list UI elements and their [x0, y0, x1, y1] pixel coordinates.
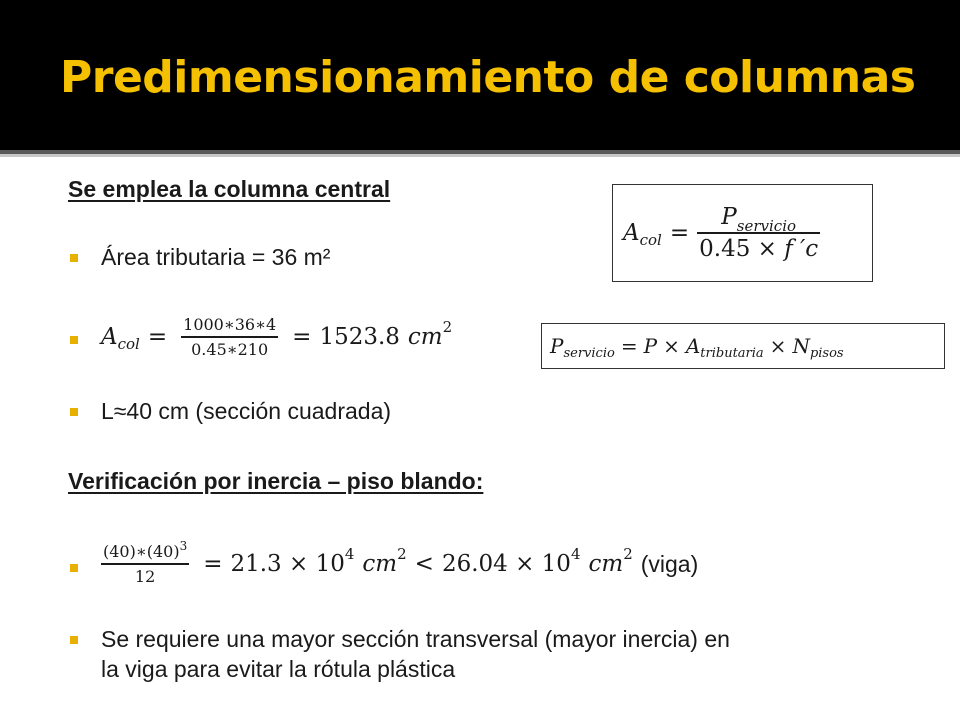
subscript-pisos: pisos	[809, 345, 844, 361]
bullet-icon	[70, 254, 78, 262]
bullet-icon	[70, 336, 78, 344]
column-area-equation	[101, 308, 452, 366]
beam-inertia-value: 26.04 × 10	[441, 551, 571, 577]
inertia-equation	[101, 534, 698, 594]
symbol-n: N	[792, 334, 810, 358]
less-than-sign: <	[414, 551, 434, 577]
symbol-a: A	[685, 334, 701, 358]
beam-note: (viga)	[640, 550, 699, 577]
area-result: 1523.8	[319, 324, 400, 350]
fraction-denominator: 0.45∗210	[191, 339, 269, 359]
equals-sign: =	[203, 551, 223, 577]
header-divider-light	[0, 154, 960, 157]
subscript-col: col	[117, 335, 140, 353]
bullet-icon	[70, 636, 78, 644]
subscript-servicio: servicio	[563, 345, 615, 361]
power-exponent: 4	[344, 545, 355, 563]
column-inertia-value: 21.3 × 10	[230, 551, 345, 577]
formula-fraction	[697, 204, 820, 262]
service-load-formula	[550, 324, 844, 368]
area-fraction	[181, 315, 278, 359]
bullet-icon	[70, 408, 78, 416]
symbol-p: P	[721, 204, 737, 231]
fraction-denominator	[697, 236, 820, 262]
side-length-text: L≈40 cm (sección cuadrada)	[101, 398, 392, 424]
equals-sign: =	[669, 220, 690, 246]
service-load-formula-box	[541, 323, 945, 369]
fraction-numerator: 1000∗36∗4	[183, 315, 277, 335]
denominator-factor: 0.45 ×	[699, 235, 777, 262]
slide-title: Predimensionamiento de columnas	[60, 52, 916, 103]
conclusion-line-2: la viga para evitar la rótula plástica	[101, 656, 456, 682]
equals-sign: =	[147, 324, 168, 350]
fraction-bar	[181, 336, 278, 338]
symbol-fc: f ′c	[784, 235, 819, 262]
fraction-denominator: 12	[134, 566, 156, 586]
fraction-numerator	[101, 539, 189, 562]
inertia-unit: cm	[588, 551, 624, 577]
symbol-a: A	[623, 220, 640, 246]
bullet-icon	[70, 564, 78, 572]
inertia-fraction	[101, 539, 189, 586]
numerator-base: (40)∗(40)	[103, 542, 180, 562]
inertia-unit: cm	[362, 551, 398, 577]
area-unit: cm	[407, 324, 443, 350]
section-heading-central-column: Se emplea la columna central	[68, 176, 391, 202]
fraction-numerator	[719, 204, 798, 236]
equals-sign: =	[620, 334, 638, 358]
unit-exponent: 2	[397, 545, 407, 563]
symbol-p: P	[550, 334, 564, 358]
symbol-p: P	[643, 334, 658, 358]
equals-sign: =	[292, 324, 312, 350]
fraction-bar	[101, 563, 189, 565]
unit-exponent: 2	[442, 318, 453, 336]
subscript-tributaria: tributaria	[700, 345, 764, 361]
subscript-servicio: servicio	[736, 217, 797, 236]
section-heading-inertia-check: Verificación por inercia – piso blando:	[68, 468, 484, 494]
column-area-formula-box	[612, 184, 873, 282]
times-sign: ×	[769, 334, 787, 358]
tributary-area-text: Área tributaria = 36 m²	[101, 244, 331, 270]
subscript-col: col	[639, 231, 662, 249]
conclusion-line-1: Se requiere una mayor sección transversal (mayor inercia) en	[101, 626, 730, 652]
power-exponent: 4	[570, 545, 581, 563]
symbol-a: A	[101, 324, 118, 350]
unit-exponent: 2	[623, 545, 633, 563]
column-area-formula	[623, 191, 820, 275]
times-sign: ×	[663, 334, 680, 358]
numerator-exponent: 3	[179, 539, 188, 554]
